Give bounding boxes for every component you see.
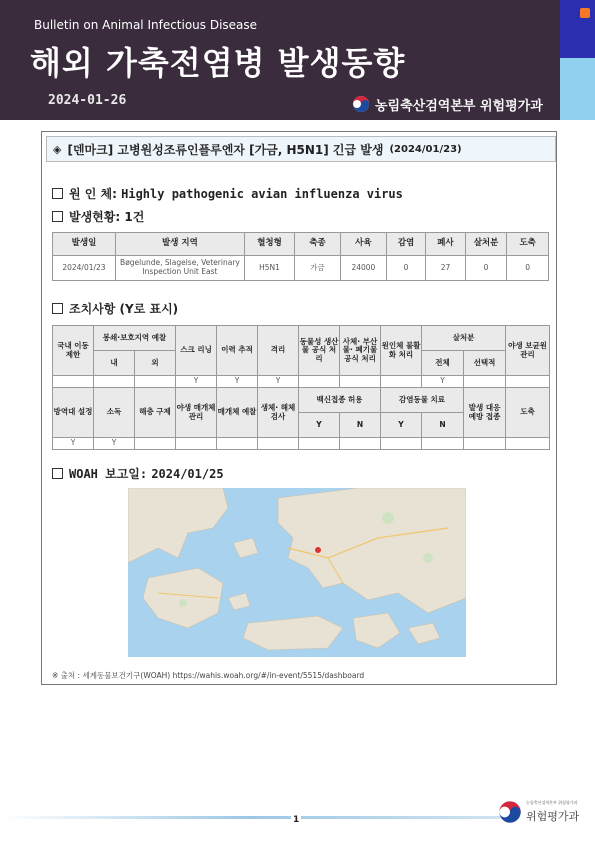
v1-cell: Y [217, 376, 258, 388]
th-infected: 감염 [386, 233, 425, 256]
m-domestic-movement: 국내 이동 제한 [53, 326, 94, 376]
th-reared: 사육 [340, 233, 386, 256]
footer-org-small: 농림축산검역본부 위험평가과 [526, 800, 578, 805]
m-vacc-y: Y [299, 413, 340, 438]
v2-cell [381, 438, 422, 450]
th-dead: 폐사 [426, 233, 465, 256]
v2-cell [176, 438, 217, 450]
pathogen-value: Highly pathogenic avian influenza virus [121, 186, 403, 201]
v2-cell [135, 438, 176, 450]
m-stamping-out: 살처분 [422, 326, 506, 351]
section-date: (2024/01/23) [389, 143, 462, 155]
m-total: 전체 [422, 351, 464, 376]
woah-label: WOAH 보고일: [69, 467, 148, 481]
v2-cell [422, 438, 464, 450]
pathogen-label: 원 인 체: [69, 187, 117, 201]
table-row [53, 438, 550, 450]
outbreak-line [52, 208, 144, 225]
m-traceability: 이력 추적 [217, 326, 258, 376]
m-screening: 스크 리닝 [176, 326, 217, 376]
v2-cell [464, 438, 506, 450]
m-zone-surveillance: 봉쇄·보호지역 예찰 [94, 326, 176, 351]
m-treat-y: Y [381, 413, 422, 438]
v1-cell [340, 376, 381, 388]
bulletin-subtitle: Bulletin on Animal Infectious Disease [34, 18, 258, 32]
th-region: 발생 지역 [115, 233, 244, 256]
section-title-bar [46, 136, 556, 162]
m-vector-surveillance: 매개체 예찰 [217, 388, 258, 438]
v1-cell [299, 376, 340, 388]
cell-infected: 0 [386, 256, 425, 281]
issue-date: 2024-01-26 [48, 93, 127, 108]
m-wild-vector: 야생 매개체 관리 [176, 388, 217, 438]
cell-region: Bøgelunde, Slagelse, Veterinary Inspection Unit East [115, 256, 244, 281]
m-vaccination-permitted: 백신접종 허용 [299, 388, 381, 413]
page-title: 해외 가축전염병 발생동향 [30, 44, 406, 82]
th-culled: 살처분 [465, 233, 507, 256]
v1-cell: Y [176, 376, 217, 388]
outbreak-map [128, 488, 466, 657]
measures-label: 조치사항 (Y로 표시) [69, 302, 179, 316]
cell-reared: 24000 [340, 256, 386, 281]
footer-divider [0, 816, 500, 819]
measures-table [52, 325, 550, 450]
m-outside: 외 [135, 351, 176, 376]
agency-name: 농림축산검역본부 위험평가과 [375, 98, 543, 114]
m-selective: 선택적 [464, 351, 506, 376]
v1-cell [381, 376, 422, 388]
v2-cell [340, 438, 381, 450]
checkbox-square-icon [52, 188, 63, 199]
v1-cell [464, 376, 506, 388]
map-graphic [128, 488, 466, 657]
header-accent-light [560, 58, 595, 120]
v2-cell [258, 438, 299, 450]
checkbox-square-icon [52, 468, 63, 479]
v1-cell [53, 376, 94, 388]
outbreak-value: 1건 [124, 210, 145, 224]
section-title: [덴마크] 고병원성조류인플루엔자 [가금, H5N1] 긴급 발생 [67, 142, 384, 157]
page-number: 1 [293, 815, 300, 825]
m-wildlife-reservoir: 야생 보균원 관리 [506, 326, 550, 376]
v2-cell [299, 438, 340, 450]
outbreak-table [52, 232, 549, 281]
th-slaughtered: 도축 [507, 233, 549, 256]
cell-dead: 27 [426, 256, 465, 281]
source-note: ※ 출처 : 세계동물보건기구(WOAH) https://wahis.woah.org/#/in-event/5515/dashboard [52, 671, 365, 680]
taegeuk-logo-icon [352, 95, 370, 113]
m-treatment: 감염동물 치료 [381, 388, 464, 413]
v2-cell [217, 438, 258, 450]
measures-line [52, 300, 178, 317]
m-animal-products: 동물성 생산물 공식 처리 [299, 326, 340, 376]
v1-cell: Y [422, 376, 464, 388]
v2-cell: Y [53, 438, 94, 450]
outbreak-label: 발생현황: [69, 210, 121, 224]
m-inside: 내 [94, 351, 135, 376]
m-carcass-disposal: 사체· 부산물· 폐기물 공식 처리 [340, 326, 381, 376]
agency-label [352, 93, 543, 115]
m-quarantine: 격리 [258, 326, 299, 376]
diamond-bullet-icon: ◈ [53, 142, 62, 156]
v2-cell [506, 438, 550, 450]
pathogen-line [52, 185, 403, 202]
footer-org: 위험평가과 [526, 810, 580, 823]
cell-species: 가금 [295, 256, 341, 281]
table-row [53, 256, 549, 281]
m-disinfection: 소독 [94, 388, 135, 438]
cell-date: 2024/01/23 [53, 256, 116, 281]
v1-cell: Y [258, 376, 299, 388]
v2-cell: Y [94, 438, 135, 450]
m-pest-control: 해충 구제 [135, 388, 176, 438]
woah-date: 2024/01/25 [151, 466, 224, 481]
m-slaughter: 도축 [506, 388, 550, 438]
v1-cell [506, 376, 550, 388]
th-serotype: 혈청형 [244, 233, 294, 256]
m-zoning: 방역대 설정 [53, 388, 94, 438]
th-species: 축종 [295, 233, 341, 256]
cell-slaughtered: 0 [507, 256, 549, 281]
m-inactivation: 원인체 불활화 처리 [381, 326, 422, 376]
table-row [53, 376, 550, 388]
footer-logo [498, 800, 579, 824]
v1-cell [94, 376, 135, 388]
checkbox-square-icon [52, 303, 63, 314]
m-treat-n: N [422, 413, 464, 438]
m-vacc-n: N [340, 413, 381, 438]
th-date: 발생일 [53, 233, 116, 256]
woah-line [52, 465, 224, 482]
m-response-vaccination: 발생 대응 예방 접종 [464, 388, 506, 438]
orange-marker [580, 8, 590, 18]
taegeuk-logo-icon [498, 800, 522, 824]
cell-culled: 0 [465, 256, 507, 281]
checkbox-square-icon [52, 211, 63, 222]
cell-serotype: H5N1 [244, 256, 294, 281]
outbreak-marker-icon [315, 547, 321, 553]
v1-cell [135, 376, 176, 388]
m-ante-post-mortem: 생체· 해체 검사 [258, 388, 299, 438]
